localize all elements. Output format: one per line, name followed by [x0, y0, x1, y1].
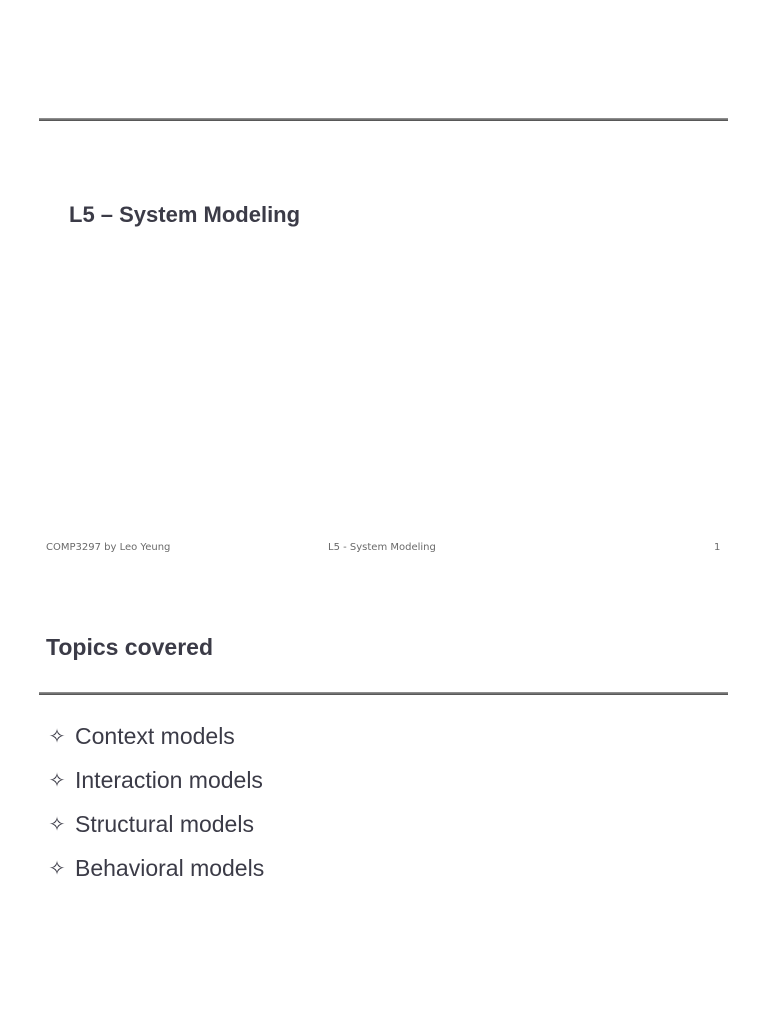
list-item	[46, 846, 264, 890]
list-item	[46, 802, 264, 846]
slide1-page-number: 1	[714, 542, 721, 553]
four-pointed-star-icon: ✧	[48, 768, 66, 792]
list-item-label: Context models	[75, 722, 235, 749]
list-item	[46, 714, 264, 758]
four-pointed-star-icon: ✧	[48, 812, 66, 836]
list-item-label: Structural models	[75, 810, 254, 837]
four-pointed-star-icon: ✧	[48, 724, 66, 748]
list-item-label: Interaction models	[75, 766, 263, 793]
slide1-footer-course: COMP3297 by Leo Yeung	[46, 542, 171, 553]
list-item-label: Behavioral models	[75, 854, 265, 881]
slide1-title: L5 – System Modeling	[69, 202, 301, 227]
slide1-footer-title: L5 - System Modeling	[328, 542, 436, 553]
slide2-title-rule	[39, 692, 728, 695]
topics-list	[46, 714, 264, 890]
slide1-top-rule	[39, 118, 728, 121]
four-pointed-star-icon: ✧	[48, 856, 66, 880]
list-item	[46, 758, 264, 802]
slide2-title: Topics covered	[46, 634, 214, 660]
